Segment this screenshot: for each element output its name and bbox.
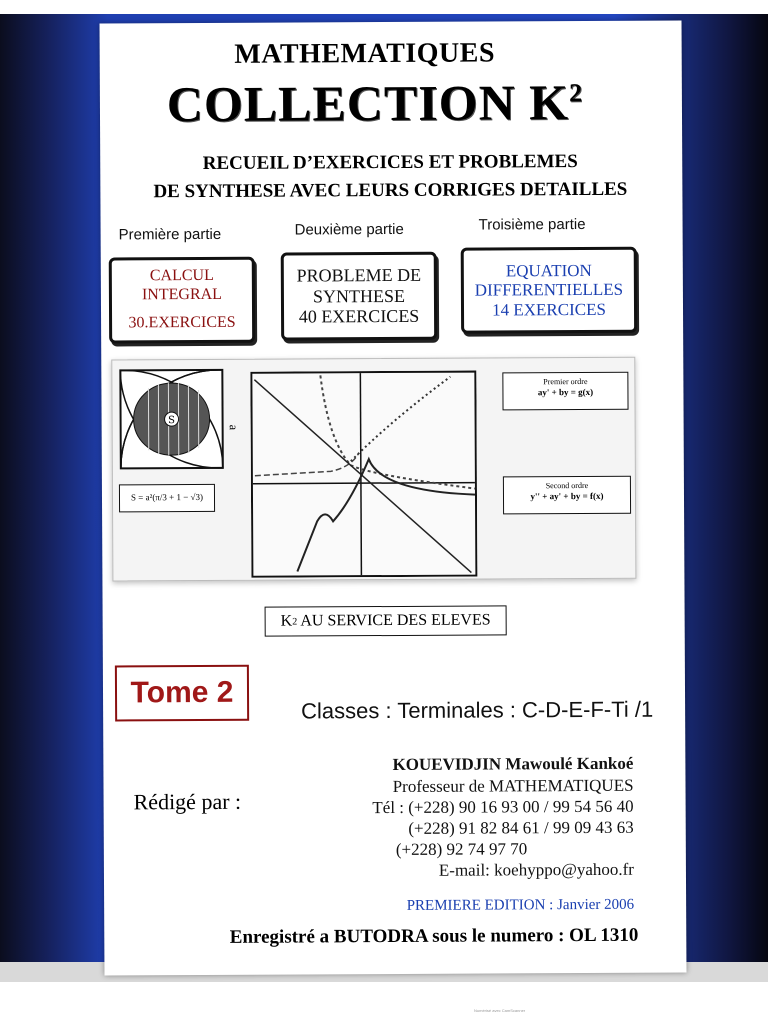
first-order-box [502,372,628,411]
part-2-line-1: PROBLEME DE [296,264,422,286]
area-symbol: S [168,415,176,427]
part-1-box [109,257,255,344]
part-3-line-3: 14 EXERCICES [492,299,606,320]
part-1-line-2: 30.EXERCICES [128,314,236,332]
subtitle-line-2: DE SYNTHESE AVEC LEURS CORRIGES DETAILLES [153,178,628,203]
cover-page [100,20,687,975]
part-2-line-2: SYNTHESE [312,285,405,307]
author-title: Professeur de MATHEMATIQUES [392,775,634,797]
part-3-line-2: DIFFERENTIELLES [474,280,624,300]
side-label: a [226,424,241,431]
written-by-label: Rédigé par : [133,788,242,815]
author-email: E-mail: koehyppo@yahoo.fr [438,859,634,880]
part-3-line-1: EQUATION [505,260,592,281]
service-banner: K 2 AU SERVICE DES ELEVES [265,605,507,636]
author-name: KOUEVIDJIN Mawoulé Kankoé [392,753,634,775]
subtitle-line-1: RECUEIL D’EXERCICES ET PROBLEMES [202,151,578,174]
phone-line-2: (+228) 91 82 84 61 / 99 09 43 63 [408,817,634,838]
classes-line: Classes : Terminales : C-D-E-F-Ti /1 [301,696,654,724]
phone-line-3: (+228) 92 74 97 70 [395,839,528,859]
scanner-caption: Numérisé avec CamScanner [474,1008,526,1013]
edition-line: PREMIERE EDITION : Janvier 2006 [406,896,635,914]
part-3-box [461,247,637,334]
collection-title: COLLECTION $K^2$ [166,74,584,133]
second-order-title: Second ordre [545,480,589,491]
part-3-label: Troisième partie [478,215,586,234]
part-2-box [281,252,437,341]
tome-label: Tome 2 [115,665,249,722]
first-order-title: Premier ordre [543,376,588,387]
first-order-equation: ay' + by = g(x) [537,386,594,397]
cover-illustration [111,357,636,582]
phone-line-1: Tél : (+228) 90 16 93 00 / 99 54 56 40 [372,796,634,818]
shaded-area-diagram [118,368,227,473]
function-graph [250,371,477,578]
subject-title: MATHEMATIQUES [234,37,496,70]
part-2-label: Deuxième partie [294,220,404,239]
second-order-box [503,476,631,515]
area-formula: S = a²(π/3 + 1 − √3) [119,484,215,513]
registration-line: Enregistré a BUTODRA sous le numero : OL 1310 [229,924,639,948]
second-order-equation: y'' + ay' + by = f(x) [530,490,604,501]
part-2-line-3: 40 EXERCICES [298,306,420,327]
part-1-label: Première partie [118,225,222,244]
part-1-line-1: CALCUL INTEGRAL [141,267,222,304]
